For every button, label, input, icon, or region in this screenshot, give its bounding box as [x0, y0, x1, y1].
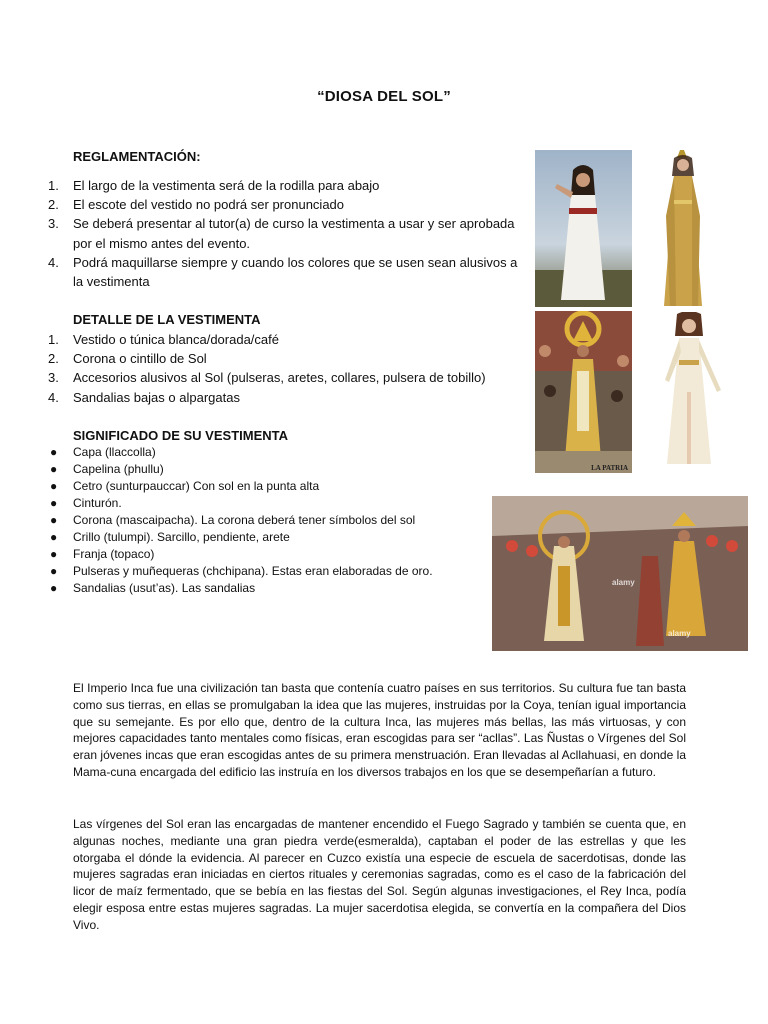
photo-woman-white-dress — [535, 150, 632, 307]
photo-parade — [492, 496, 748, 651]
list-item: ● Franja (topaco) — [50, 547, 155, 561]
list-item: ● Capelina (phullu) — [50, 462, 164, 476]
list-item: 3. Accesorios alusivos al Sol (pulseras, aretes, collares, pulsera de tobillo) — [48, 370, 486, 386]
significado-list — [48, 444, 518, 597]
photo-caption-la-patria: LA PATRIA — [591, 464, 628, 472]
watermark-text: alamy — [612, 578, 635, 587]
significado-heading: SIGNIFICADO DE SU VESTIMENTA — [73, 428, 288, 443]
list-item: 2. Corona o cintillo de Sol — [48, 351, 207, 367]
list-item: 2. El escote del vestido no podrá ser pronunciado — [48, 197, 345, 213]
photo-woman-gold-gown — [652, 148, 712, 308]
list-item: ● Sandalias (usut’as). Las sandalias — [50, 581, 256, 595]
list-item: ● Corona (mascaipacha). La corona deberá tener símbolos del sol — [50, 513, 416, 527]
list-item: 4. Sandalias bajas o alpargatas — [48, 389, 240, 405]
list-item: ● Cetro (sunturpauccar) Con sol en la punta alta — [50, 479, 320, 493]
reglamentacion-heading: REGLAMENTACIÓN: — [73, 149, 201, 164]
list-item: 1. El largo de la vestimenta será de la rodilla para abajo — [48, 178, 380, 193]
watermark-text: alamy — [668, 629, 691, 638]
reglamentacion-list — [48, 176, 518, 291]
list-item: ● Pulseras y muñequeras (chchipana). Estas eran elaboradas de oro. — [50, 564, 433, 578]
paragraph-inca-empire: El Imperio Inca fue una civilización tan basta que contenía cuatro países en sus territorios. Su cultura fue tan basta como sus tierras, en ellas se promulgaban la idea que las mujeres, instruidas por la Coya, tenían igual importancia que su semejante. Es por ello que, dentro de la cultura Inca, las mujeres más bellas, las más virtuosas, y con mejores capacidades tanto mentales como físicas, eran escogidas para ser “acllas”. Las Ñustas o Vírgenes del Sol eran jóvenes incas que eran escogidas antes de su primera menstruación. Eran llevadas al Acllahuasi, en donde la Mama-cuna encargada del edificio las instruía en los diversos trabajos en los que se desempeñarían a futuro. — [73, 681, 686, 779]
paragraph-virgins-of-sun: Las vírgenes del Sol eran las encargadas de mantener encendido el Fuego Sagrado y también se cuenta que, en algunas noches, mediante una gran piedra verde(esmeralda), captaban el poder de las estrellas y que les otorgaba el dónde la evidencia. Al parecer en Cuzco existía una especie de escuela de sacerdotisas, donde las mujeres sagradas eran iniciadas en ciertos rituales y ceremonias sagradas, como es el caso de la fabricación del licor de maíz fermentado, que se bebía en las fiestas del Sol. Según algunas investigaciones, el Rey Inca, podía elegir esposa entre estas mujeres sagradas. La mujer sacerdotisa elegida, se convertía en la compañera del Dios Vivo. — [73, 817, 686, 932]
list-item: ● Capa (llaccolla) — [50, 445, 156, 459]
list-item: ● Cinturón. — [50, 496, 122, 510]
detalle-list — [48, 330, 518, 407]
list-item: 3. Se deberá presentar al tutor(a) de curso la vestimenta a usar y ser aprobada por el mismo antes del evento. — [48, 216, 515, 251]
photo-woman-cream-dress — [645, 312, 737, 468]
detalle-heading: DETALLE DE LA VESTIMENTA — [73, 312, 261, 327]
photo-festival-dancer — [535, 311, 632, 473]
list-item: 4. Podrá maquillarse siempre y cuando los colores que se usen sean alusivos a la vestimenta — [48, 254, 518, 290]
list-item: ● Crillo (tulumpi). Sarcillo, pendiente, arete — [50, 530, 290, 544]
list-item: 1. Vestido o túnica blanca/dorada/café — [48, 332, 279, 347]
document-title: “DIOSA DEL SOL” — [317, 88, 451, 105]
